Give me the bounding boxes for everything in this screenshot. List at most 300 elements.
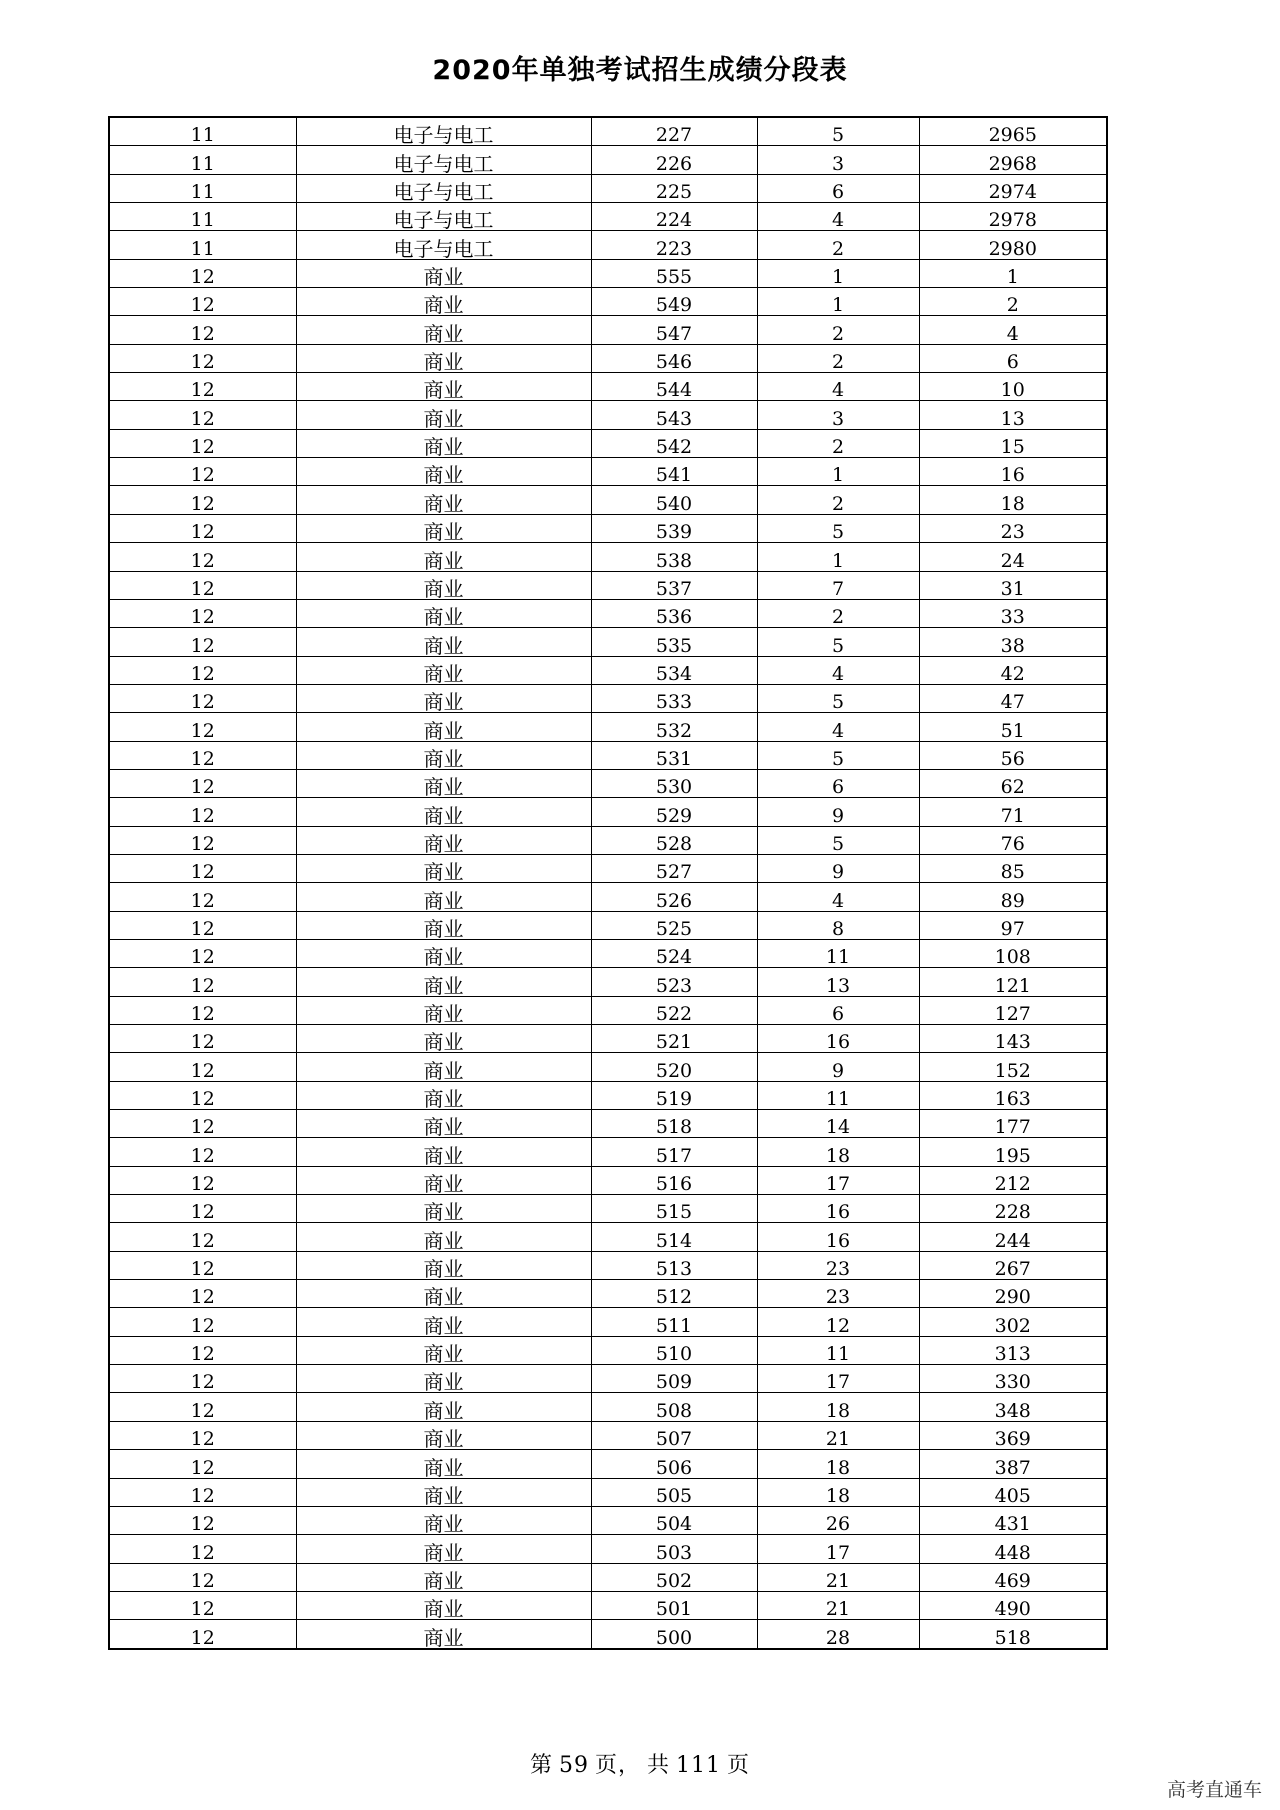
cell-category: 商业 [296,1478,591,1506]
cell-category: 商业 [296,996,591,1024]
cell-category: 商业 [296,1450,591,1478]
footer-page-word: 页， [594,1753,641,1778]
cell-score: 225 [591,174,757,202]
table-row [109,883,1107,911]
cell-code: 12 [109,1166,296,1194]
table-row [109,798,1107,826]
cell-category: 商业 [296,486,591,514]
cell-code: 12 [109,373,296,401]
cell-category: 商业 [296,968,591,996]
cell-count: 4 [757,373,919,401]
cell-count: 26 [757,1506,919,1534]
cell-code: 12 [109,316,296,344]
cell-category: 电子与电工 [296,231,591,259]
table-row [109,656,1107,684]
cell-score: 535 [591,628,757,656]
cell-cumulative: 71 [919,798,1107,826]
score-distribution-table [108,116,1108,1650]
cell-category: 商业 [296,1110,591,1138]
cell-category: 商业 [296,1195,591,1223]
cell-count: 2 [757,599,919,627]
page-footer [0,1748,1280,1779]
cell-cumulative: 31 [919,571,1107,599]
cell-count: 18 [757,1138,919,1166]
cell-code: 12 [109,1393,296,1421]
cell-category: 商业 [296,1563,591,1591]
cell-score: 512 [591,1280,757,1308]
cell-count: 13 [757,968,919,996]
cell-category: 商业 [296,1365,591,1393]
cell-score: 501 [591,1591,757,1619]
cell-score: 536 [591,599,757,627]
cell-code: 12 [109,826,296,854]
table-row [109,968,1107,996]
cell-count: 23 [757,1280,919,1308]
cell-cumulative: 195 [919,1138,1107,1166]
cell-count: 14 [757,1110,919,1138]
cell-score: 542 [591,429,757,457]
cell-count: 11 [757,1081,919,1109]
cell-code: 12 [109,968,296,996]
table-row [109,543,1107,571]
cell-cumulative: 10 [919,373,1107,401]
cell-category: 商业 [296,1336,591,1364]
cell-count: 16 [757,1223,919,1251]
cell-count: 2 [757,486,919,514]
cell-score: 547 [591,316,757,344]
cell-category: 商业 [296,741,591,769]
cell-count: 7 [757,571,919,599]
cell-count: 28 [757,1620,919,1649]
cell-cumulative: 23 [919,514,1107,542]
cell-score: 526 [591,883,757,911]
cell-cumulative: 177 [919,1110,1107,1138]
cell-cumulative: 18 [919,486,1107,514]
cell-code: 11 [109,203,296,231]
cell-cumulative: 85 [919,854,1107,882]
cell-cumulative: 469 [919,1563,1107,1591]
cell-score: 516 [591,1166,757,1194]
cell-code: 12 [109,684,296,712]
cell-count: 21 [757,1563,919,1591]
cell-count: 4 [757,656,919,684]
cell-count: 5 [757,628,919,656]
cell-code: 12 [109,1053,296,1081]
cell-code: 12 [109,599,296,627]
table-row [109,514,1107,542]
cell-score: 533 [591,684,757,712]
table-row [109,1223,1107,1251]
table-row [109,1591,1107,1619]
cell-score: 541 [591,458,757,486]
cell-code: 11 [109,231,296,259]
cell-score: 522 [591,996,757,1024]
cell-category: 商业 [296,769,591,797]
cell-count: 9 [757,854,919,882]
cell-code: 12 [109,543,296,571]
cell-count: 16 [757,1195,919,1223]
cell-code: 12 [109,1591,296,1619]
cell-code: 12 [109,1620,296,1649]
cell-score: 518 [591,1110,757,1138]
table-body [109,117,1107,1649]
cell-code: 12 [109,656,296,684]
cell-category: 商业 [296,514,591,542]
cell-count: 4 [757,883,919,911]
table-row [109,1280,1107,1308]
cell-category: 商业 [296,571,591,599]
table-row [109,769,1107,797]
cell-code: 12 [109,883,296,911]
cell-count: 11 [757,1336,919,1364]
cell-count: 2 [757,344,919,372]
cell-score: 510 [591,1336,757,1364]
cell-cumulative: 244 [919,1223,1107,1251]
cell-score: 508 [591,1393,757,1421]
cell-category: 商业 [296,1280,591,1308]
cell-cumulative: 108 [919,939,1107,967]
table-row [109,1506,1107,1534]
cell-count: 21 [757,1591,919,1619]
cell-cumulative: 152 [919,1053,1107,1081]
footer-suffix: 页 [727,1753,751,1778]
cell-score: 506 [591,1450,757,1478]
cell-score: 543 [591,401,757,429]
table-row [109,1053,1107,1081]
cell-category: 商业 [296,259,591,287]
cell-cumulative: 405 [919,1478,1107,1506]
table-row [109,1535,1107,1563]
cell-cumulative: 121 [919,968,1107,996]
cell-cumulative: 2965 [919,117,1107,146]
cell-category: 商业 [296,401,591,429]
table-row [109,1081,1107,1109]
cell-cumulative: 2 [919,288,1107,316]
cell-cumulative: 15 [919,429,1107,457]
cell-score: 534 [591,656,757,684]
table-row [109,231,1107,259]
cell-count: 5 [757,514,919,542]
cell-cumulative: 47 [919,684,1107,712]
cell-cumulative: 387 [919,1450,1107,1478]
cell-score: 224 [591,203,757,231]
cell-category: 商业 [296,1166,591,1194]
cell-cumulative: 163 [919,1081,1107,1109]
cell-category: 商业 [296,1138,591,1166]
cell-category: 商业 [296,1620,591,1649]
cell-code: 12 [109,1506,296,1534]
cell-cumulative: 431 [919,1506,1107,1534]
cell-cumulative: 518 [919,1620,1107,1649]
table-row [109,911,1107,939]
table-row [109,203,1107,231]
cell-cumulative: 24 [919,543,1107,571]
cell-score: 520 [591,1053,757,1081]
cell-cumulative: 16 [919,458,1107,486]
cell-code: 12 [109,1308,296,1336]
footer-total-pages: 111 [676,1753,722,1778]
cell-score: 544 [591,373,757,401]
cell-code: 12 [109,1251,296,1279]
cell-score: 503 [591,1535,757,1563]
cell-cumulative: 2974 [919,174,1107,202]
cell-score: 514 [591,1223,757,1251]
cell-category: 商业 [296,1393,591,1421]
cell-code: 12 [109,486,296,514]
table-row [109,344,1107,372]
cell-count: 5 [757,117,919,146]
cell-code: 12 [109,1563,296,1591]
cell-code: 12 [109,1025,296,1053]
cell-category: 商业 [296,826,591,854]
cell-cumulative: 302 [919,1308,1107,1336]
cell-cumulative: 56 [919,741,1107,769]
cell-category: 商业 [296,1421,591,1449]
cell-count: 3 [757,401,919,429]
table-row [109,571,1107,599]
cell-score: 527 [591,854,757,882]
cell-count: 4 [757,713,919,741]
cell-score: 504 [591,1506,757,1534]
cell-code: 12 [109,1336,296,1364]
table-row [109,1620,1107,1649]
cell-cumulative: 143 [919,1025,1107,1053]
table-row [109,599,1107,627]
watermark-text: 高考直通车 [1166,1779,1262,1801]
cell-score: 509 [591,1365,757,1393]
table-row [109,939,1107,967]
cell-count: 21 [757,1421,919,1449]
table-row [109,1478,1107,1506]
cell-score: 523 [591,968,757,996]
cell-cumulative: 42 [919,656,1107,684]
cell-code: 11 [109,117,296,146]
cell-category: 商业 [296,883,591,911]
table-row [109,1195,1107,1223]
cell-category: 商业 [296,344,591,372]
cell-score: 555 [591,259,757,287]
cell-category: 商业 [296,628,591,656]
table-row [109,741,1107,769]
cell-cumulative: 490 [919,1591,1107,1619]
cell-code: 12 [109,939,296,967]
cell-cumulative: 33 [919,599,1107,627]
cell-code: 12 [109,854,296,882]
cell-count: 9 [757,798,919,826]
cell-count: 17 [757,1535,919,1563]
cell-count: 1 [757,458,919,486]
cell-score: 529 [591,798,757,826]
cell-cumulative: 313 [919,1336,1107,1364]
table-row [109,1110,1107,1138]
table-row [109,458,1107,486]
cell-code: 12 [109,911,296,939]
footer-current-page: 59 [558,1753,589,1778]
cell-score: 531 [591,741,757,769]
cell-count: 5 [757,741,919,769]
cell-category: 商业 [296,798,591,826]
cell-score: 530 [591,769,757,797]
cell-count: 3 [757,146,919,174]
cell-code: 12 [109,344,296,372]
cell-category: 电子与电工 [296,174,591,202]
cell-cumulative: 290 [919,1280,1107,1308]
cell-cumulative: 228 [919,1195,1107,1223]
cell-category: 商业 [296,939,591,967]
cell-count: 12 [757,1308,919,1336]
cell-score: 519 [591,1081,757,1109]
cell-category: 商业 [296,684,591,712]
cell-category: 商业 [296,543,591,571]
cell-score: 500 [591,1620,757,1649]
cell-code: 12 [109,798,296,826]
cell-category: 商业 [296,1535,591,1563]
cell-category: 商业 [296,713,591,741]
cell-code: 12 [109,1110,296,1138]
table-row [109,429,1107,457]
cell-category: 商业 [296,599,591,627]
cell-code: 12 [109,1195,296,1223]
cell-score: 511 [591,1308,757,1336]
cell-cumulative: 76 [919,826,1107,854]
cell-code: 12 [109,1478,296,1506]
cell-count: 6 [757,996,919,1024]
cell-code: 12 [109,458,296,486]
table-row [109,486,1107,514]
cell-score: 532 [591,713,757,741]
cell-cumulative: 2968 [919,146,1107,174]
cell-count: 2 [757,231,919,259]
table-row [109,117,1107,146]
cell-score: 223 [591,231,757,259]
table-row [109,628,1107,656]
cell-code: 11 [109,146,296,174]
page-title: 2020年单独考试招生成绩分段表 [432,55,848,86]
cell-cumulative: 89 [919,883,1107,911]
cell-category: 商业 [296,288,591,316]
cell-code: 12 [109,1081,296,1109]
cell-code: 12 [109,1365,296,1393]
cell-score: 538 [591,543,757,571]
table-row [109,373,1107,401]
table-row [109,1336,1107,1364]
cell-cumulative: 448 [919,1535,1107,1563]
cell-code: 12 [109,741,296,769]
cell-category: 商业 [296,1053,591,1081]
cell-category: 商业 [296,458,591,486]
cell-score: 525 [591,911,757,939]
cell-cumulative: 330 [919,1365,1107,1393]
cell-category: 商业 [296,316,591,344]
table-row [109,401,1107,429]
cell-category: 商业 [296,1251,591,1279]
cell-count: 18 [757,1478,919,1506]
cell-category: 商业 [296,1308,591,1336]
cell-score: 521 [591,1025,757,1053]
table-row [109,316,1107,344]
cell-score: 505 [591,1478,757,1506]
cell-code: 12 [109,769,296,797]
cell-count: 1 [757,259,919,287]
cell-category: 商业 [296,1223,591,1251]
cell-code: 12 [109,429,296,457]
cell-score: 513 [591,1251,757,1279]
table-row [109,1393,1107,1421]
cell-count: 4 [757,203,919,231]
cell-code: 12 [109,1138,296,1166]
table-row [109,1251,1107,1279]
cell-score: 546 [591,344,757,372]
cell-cumulative: 4 [919,316,1107,344]
table-row [109,854,1107,882]
cell-category: 商业 [296,1591,591,1619]
cell-count: 9 [757,1053,919,1081]
cell-category: 商业 [296,1081,591,1109]
cell-category: 商业 [296,1025,591,1053]
cell-count: 1 [757,543,919,571]
cell-category: 商业 [296,656,591,684]
cell-score: 515 [591,1195,757,1223]
table-row [109,1563,1107,1591]
cell-code: 11 [109,174,296,202]
cell-category: 商业 [296,373,591,401]
cell-score: 524 [591,939,757,967]
cell-score: 540 [591,486,757,514]
cell-code: 12 [109,996,296,1024]
cell-count: 17 [757,1365,919,1393]
cell-count: 16 [757,1025,919,1053]
table-row [109,146,1107,174]
cell-cumulative: 2980 [919,231,1107,259]
footer-total-prefix: 共 [647,1753,671,1778]
cell-category: 电子与电工 [296,203,591,231]
cell-count: 5 [757,684,919,712]
cell-score: 528 [591,826,757,854]
cell-cumulative: 6 [919,344,1107,372]
cell-cumulative: 348 [919,1393,1107,1421]
cell-category: 电子与电工 [296,146,591,174]
cell-code: 12 [109,514,296,542]
cell-count: 6 [757,174,919,202]
cell-count: 1 [757,288,919,316]
cell-code: 12 [109,1223,296,1251]
cell-count: 2 [757,429,919,457]
cell-cumulative: 51 [919,713,1107,741]
table-row [109,684,1107,712]
cell-code: 12 [109,571,296,599]
cell-cumulative: 38 [919,628,1107,656]
cell-cumulative: 369 [919,1421,1107,1449]
table-row [109,1166,1107,1194]
cell-score: 537 [591,571,757,599]
cell-count: 17 [757,1166,919,1194]
cell-score: 502 [591,1563,757,1591]
cell-count: 18 [757,1450,919,1478]
cell-score: 507 [591,1421,757,1449]
footer-prefix: 第 [529,1753,553,1778]
cell-cumulative: 1 [919,259,1107,287]
cell-count: 5 [757,826,919,854]
cell-count: 8 [757,911,919,939]
table-row [109,1421,1107,1449]
cell-score: 227 [591,117,757,146]
cell-count: 2 [757,316,919,344]
table-row [109,1365,1107,1393]
table-row [109,1450,1107,1478]
cell-code: 12 [109,259,296,287]
cell-category: 商业 [296,911,591,939]
table-row [109,713,1107,741]
